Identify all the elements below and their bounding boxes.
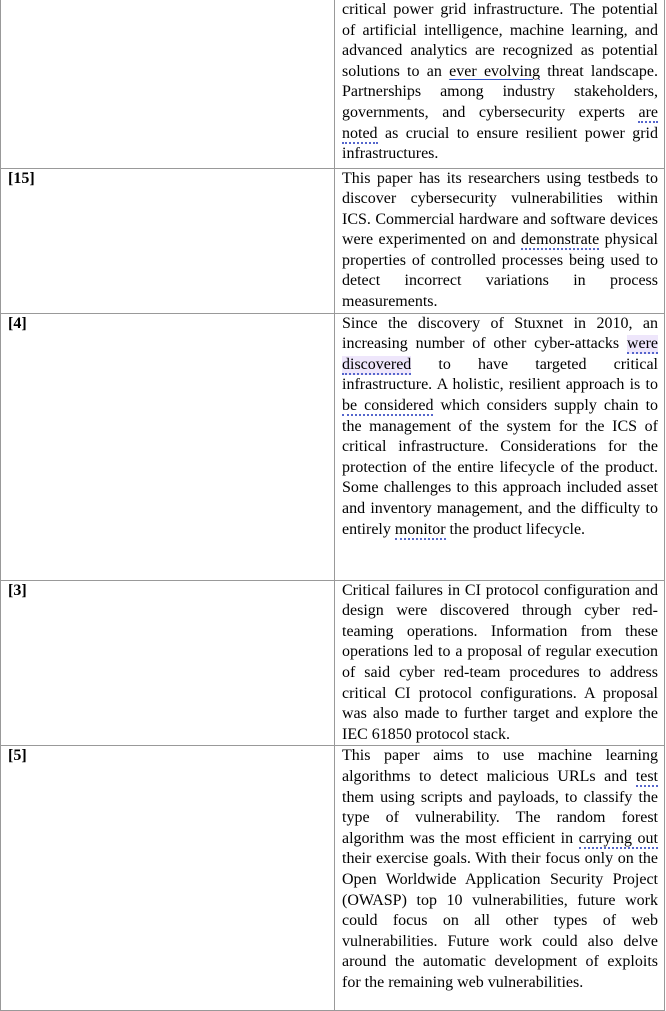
summary-cell bbox=[335, 746, 665, 1011]
reference-cell bbox=[1, 0, 335, 168]
summary-cell bbox=[335, 168, 665, 313]
text-run: their exercise goals. With their focus only on the Open Worldwide Application Security Project (OWASP) top 10 vulnerabilities, future work could focus on all other types of web vulnerabilities. Future work could also delve around the automatic development of exploits for the remaining web vulnerabilities. bbox=[342, 850, 658, 991]
table-row bbox=[1, 580, 665, 746]
table-row bbox=[1, 0, 665, 168]
reference-cell: [15] bbox=[1, 168, 335, 313]
text-run: threat landscape. Partnerships among industry stakeholders, governments, and cybersecurity experts bbox=[342, 62, 658, 121]
summary-cell bbox=[335, 313, 665, 580]
text-run: Since the discovery of Stuxnet in 2010, an increasing number of other cyber-attacks bbox=[342, 314, 658, 353]
table-row bbox=[1, 746, 665, 1011]
text-run: to have targeted critical infrastructure. A holistic, resilient approach is to bbox=[342, 355, 658, 394]
text-run: This paper aims to use machine learning algorithms to detect malicious URLs and bbox=[342, 747, 658, 785]
flagged-phrase: were discovered bbox=[342, 335, 658, 373]
reference-cell: [3] bbox=[1, 580, 335, 746]
table-row bbox=[1, 168, 665, 313]
text-run: which considers supply chain to the management of the system for the ICS of critical infrastructure. Considerations for the protection of the entire lifecycle of the product. Some challenges to this approach included asset and inventory management, and the difficulty to entirely bbox=[342, 397, 659, 538]
text-run: Critical failures in CI protocol configuration and design were discovered through cyber red-teaming operations. Information from these operations led to a proposal of regular execution of said cyber red-team procedures to address critical CI protocol configurations. A proposal was also made to further target and explore the IEC 61850 protocol stack. bbox=[342, 581, 658, 743]
flagged-phrase: are noted bbox=[342, 103, 658, 142]
text-run: physical properties of controlled processes being used to detect incorrect variations in process measurements. bbox=[342, 231, 658, 311]
reference-cell: [5] bbox=[1, 746, 335, 1011]
flagged-phrase: ever evolving bbox=[449, 62, 540, 80]
flagged-phrase: monitor bbox=[394, 520, 446, 538]
flagged-phrase: be considered bbox=[342, 397, 434, 415]
reference-cell: [4] bbox=[1, 313, 335, 580]
text-run: critical power grid infrastructure. The potential of artificial intelligence, machine learning, and advanced analytics are recognized as potential solutions to an bbox=[342, 1, 658, 80]
flagged-phrase: carrying out bbox=[578, 829, 658, 847]
summary-cell bbox=[335, 580, 665, 746]
summary-cell bbox=[335, 0, 665, 168]
text-run: as crucial to ensure resilient power grid infrastructures. bbox=[342, 124, 658, 163]
text-run: This paper has its researchers using testbeds to discover cybersecurity vulnerabilities within ICS. Commercial hardware and software devices were experimented on and bbox=[342, 169, 658, 249]
text-run: them using scripts and payloads, to classify the type of vulnerability. The random forest algorithm was the most efficient in bbox=[342, 788, 658, 847]
text-run: the product lifecycle. bbox=[445, 520, 586, 538]
flagged-phrase: test bbox=[635, 768, 658, 785]
flagged-phrase: demonstrate bbox=[521, 231, 600, 249]
table-row bbox=[1, 313, 665, 580]
